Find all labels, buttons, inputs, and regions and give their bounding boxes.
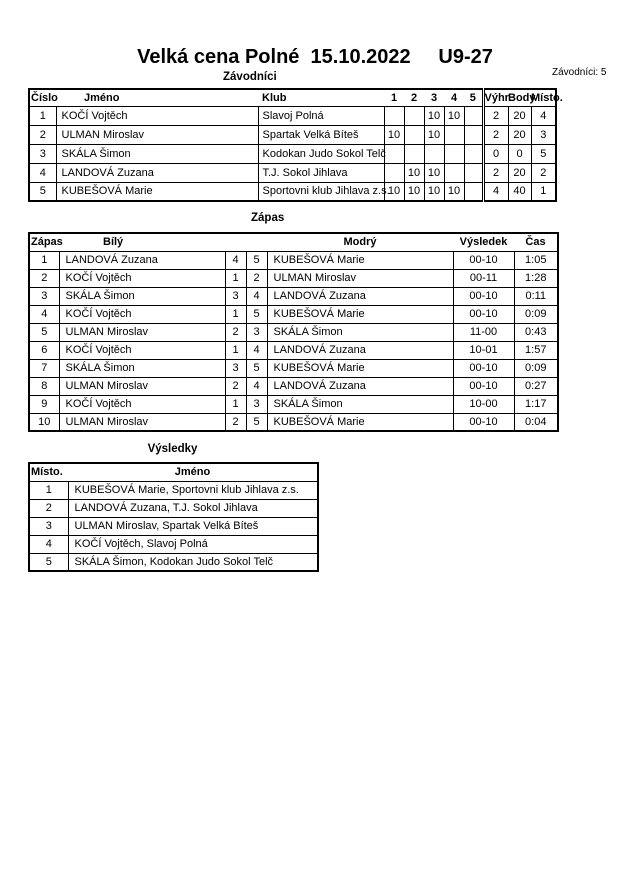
table-cell: 1 (531, 182, 556, 201)
section-title-competitors: Závodníci (223, 71, 277, 83)
table-cell: 00-10 (453, 359, 514, 377)
table-cell: 3 (531, 125, 556, 144)
column-header-round-4: 4 (444, 89, 464, 106)
column-header-name: Jméno (56, 89, 258, 106)
competitor-row (29, 125, 556, 144)
table-cell: 3 (29, 144, 56, 163)
table-cell: 2 (225, 323, 246, 341)
table-cell: 00-10 (453, 251, 514, 269)
table-cell (464, 182, 483, 201)
match-row (29, 251, 558, 269)
table-cell: 3 (29, 517, 68, 535)
column-header-club: Klub (258, 89, 384, 106)
match-row (29, 269, 558, 287)
column-header-blue: Modrý (267, 233, 453, 251)
table-cell: 0:04 (514, 413, 558, 431)
table-cell: 0:09 (514, 305, 558, 323)
table-cell: KUBEŠOVÁ Marie (56, 182, 258, 201)
table-cell: 4 (29, 163, 56, 182)
table-cell: KOČÍ Vojtěch (59, 305, 225, 323)
competitors-table (28, 88, 563, 202)
table-cell: 2 (246, 269, 267, 287)
page-title: Velká cena Polné 15.10.2022 U9-27 (137, 46, 493, 68)
table-cell (384, 163, 404, 182)
column-header-points: Body (508, 89, 531, 106)
table-cell (384, 106, 404, 125)
table-cell: 0 (508, 144, 531, 163)
column-header-white-number (225, 233, 246, 251)
table-cell: SKÁLA Šimon (267, 323, 453, 341)
table-cell (464, 163, 483, 182)
table-cell: 5 (531, 144, 556, 163)
table-cell: 4 (246, 341, 267, 359)
table-cell: LANDOVÁ Zuzana (267, 287, 453, 305)
table-cell: 5 (246, 359, 267, 377)
result-row (29, 481, 318, 499)
table-cell: 1 (29, 106, 56, 125)
table-cell: 3 (225, 287, 246, 305)
table-cell: 10 (424, 182, 444, 201)
result-row (29, 499, 318, 517)
table-cell: 2 (29, 125, 56, 144)
results-table (28, 462, 319, 572)
competitor-row (29, 163, 556, 182)
column-header-place: Místo. (29, 463, 68, 481)
column-header-time: Čas (514, 233, 558, 251)
table-cell: 2 (531, 163, 556, 182)
table-cell: 8 (29, 377, 59, 395)
match-row (29, 287, 558, 305)
table-cell: 1 (225, 305, 246, 323)
table-cell: ULMAN Miroslav (267, 269, 453, 287)
table-cell: KUBEŠOVÁ Marie (267, 305, 453, 323)
table-cell: 1 (225, 395, 246, 413)
table-cell: 2 (29, 499, 68, 517)
table-cell: 1:28 (514, 269, 558, 287)
table-cell: 40 (508, 182, 531, 201)
table-cell: 3 (246, 395, 267, 413)
table-cell: 10-01 (453, 341, 514, 359)
table-cell: 20 (508, 106, 531, 125)
table-cell: 5 (246, 413, 267, 431)
table-cell: 00-10 (453, 287, 514, 305)
table-cell: 10 (384, 182, 404, 201)
table-cell: 10 (29, 413, 59, 431)
table-cell: 1 (225, 341, 246, 359)
table-cell: LANDOVÁ Zuzana, T.J. Sokol Jihlava (68, 499, 318, 517)
table-cell: 1:17 (514, 395, 558, 413)
table-cell: SKÁLA Šimon (267, 395, 453, 413)
table-cell: 10-00 (453, 395, 514, 413)
table-cell: 2 (483, 125, 508, 144)
table-cell: 5 (29, 553, 68, 571)
table-cell: 10 (444, 182, 464, 201)
table-cell: Sportovni klub Jihlava z.s. (258, 182, 384, 201)
table-cell: T.J. Sokol Jihlava (258, 163, 384, 182)
table-cell: 10 (424, 125, 444, 144)
table-cell: KOČÍ Vojtěch (56, 106, 258, 125)
table-cell: KOČÍ Vojtěch (59, 395, 225, 413)
table-cell: 10 (404, 163, 424, 182)
table-cell: 10 (444, 106, 464, 125)
competitor-row (29, 182, 556, 201)
table-cell: 10 (424, 106, 444, 125)
table-cell (404, 106, 424, 125)
match-row (29, 413, 558, 431)
table-cell: 5 (29, 182, 56, 201)
table-header-row (29, 463, 318, 481)
match-row (29, 359, 558, 377)
table-cell: 0 (483, 144, 508, 163)
table-cell: 20 (508, 163, 531, 182)
competitor-row (29, 144, 556, 163)
table-cell (424, 144, 444, 163)
table-cell: 1:05 (514, 251, 558, 269)
table-cell: 4 (246, 287, 267, 305)
table-cell: 0:43 (514, 323, 558, 341)
table-cell (464, 125, 483, 144)
table-cell: 20 (508, 125, 531, 144)
table-cell: ULMAN Miroslav (59, 323, 225, 341)
column-header-round-2: 2 (404, 89, 424, 106)
table-cell: 4 (531, 106, 556, 125)
table-cell: 9 (29, 395, 59, 413)
table-cell: KUBEŠOVÁ Marie (267, 251, 453, 269)
table-cell (444, 125, 464, 144)
column-header-number: Číslo (29, 89, 56, 106)
competitors-count-label: Závodníci: 5 (552, 67, 607, 78)
table-cell: 7 (29, 359, 59, 377)
table-cell: ULMAN Miroslav (56, 125, 258, 144)
table-cell: Spartak Velká Bíteš (258, 125, 384, 144)
table-cell: 3 (29, 287, 59, 305)
table-cell: 4 (225, 251, 246, 269)
table-cell (404, 144, 424, 163)
match-row (29, 323, 558, 341)
table-cell (444, 163, 464, 182)
table-cell: 1 (225, 269, 246, 287)
table-cell: 4 (29, 535, 68, 553)
result-row (29, 553, 318, 571)
table-cell: 00-10 (453, 305, 514, 323)
table-cell: LANDOVÁ Zuzana (59, 251, 225, 269)
table-cell (384, 144, 404, 163)
table-cell: LANDOVÁ Zuzana (267, 377, 453, 395)
table-cell: 0:09 (514, 359, 558, 377)
table-cell: 4 (483, 182, 508, 201)
table-cell: KUBEŠOVÁ Marie (267, 413, 453, 431)
table-cell (444, 144, 464, 163)
match-row (29, 305, 558, 323)
table-cell: 2 (225, 377, 246, 395)
table-cell: LANDOVÁ Zuzana (56, 163, 258, 182)
table-cell: 2 (225, 413, 246, 431)
table-cell: 10 (424, 163, 444, 182)
table-cell: 10 (384, 125, 404, 144)
table-cell: SKÁLA Šimon, Kodokan Judo Sokol Telč (68, 553, 318, 571)
result-row (29, 517, 318, 535)
table-cell: KOČÍ Vojtěch (59, 341, 225, 359)
table-cell: 1 (29, 481, 68, 499)
column-header-round-5: 5 (464, 89, 483, 106)
table-cell: 0:27 (514, 377, 558, 395)
table-cell: SKÁLA Šimon (59, 359, 225, 377)
table-cell: 00-10 (453, 413, 514, 431)
match-row (29, 341, 558, 359)
table-cell: Kodokan Judo Sokol Telč (258, 144, 384, 163)
table-cell: 00-10 (453, 377, 514, 395)
table-cell: 1 (29, 251, 59, 269)
table-cell: 2 (483, 163, 508, 182)
column-header-blue-number (246, 233, 267, 251)
column-header-place: Místo. (531, 89, 556, 106)
table-cell: ULMAN Miroslav (59, 413, 225, 431)
matches-table (28, 232, 559, 432)
table-cell (404, 125, 424, 144)
table-cell: ULMAN Miroslav (59, 377, 225, 395)
table-cell: KUBEŠOVÁ Marie (267, 359, 453, 377)
column-header-match: Zápas (29, 233, 59, 251)
table-cell: 5 (29, 323, 59, 341)
table-cell: LANDOVÁ Zuzana (267, 341, 453, 359)
table-cell: SKÁLA Šimon (59, 287, 225, 305)
match-row (29, 395, 558, 413)
table-cell: 2 (29, 269, 59, 287)
table-cell: 4 (246, 377, 267, 395)
table-header-row (29, 89, 556, 106)
table-cell: KOČÍ Vojtěch, Slavoj Polná (68, 535, 318, 553)
column-header-round-3: 3 (424, 89, 444, 106)
table-cell: 2 (483, 106, 508, 125)
table-cell (464, 106, 483, 125)
table-cell: 4 (29, 305, 59, 323)
table-cell: SKÁLA Šimon (56, 144, 258, 163)
table-cell: KUBEŠOVÁ Marie, Sportovni klub Jihlava z.s. (68, 481, 318, 499)
table-cell: 11-00 (453, 323, 514, 341)
section-title-matches: Zápas (251, 212, 285, 224)
match-row (29, 377, 558, 395)
table-cell: 0:11 (514, 287, 558, 305)
column-header-round-1: 1 (384, 89, 404, 106)
result-row (29, 535, 318, 553)
column-header-name: Jméno (68, 463, 318, 481)
table-cell: 6 (29, 341, 59, 359)
column-header-result: Výsledek (453, 233, 514, 251)
table-cell: 5 (246, 251, 267, 269)
table-header-row (29, 233, 558, 251)
table-cell: 5 (246, 305, 267, 323)
table-cell (464, 144, 483, 163)
table-cell: 3 (246, 323, 267, 341)
section-title-results: Výsledky (147, 443, 198, 455)
table-cell: 10 (404, 182, 424, 201)
table-cell: 3 (225, 359, 246, 377)
competitor-row (29, 106, 556, 125)
table-cell: 00-11 (453, 269, 514, 287)
column-header-white: Bílý (59, 233, 225, 251)
column-header-wins: Výhr. (483, 89, 508, 106)
table-cell: Slavoj Polná (258, 106, 384, 125)
table-cell: ULMAN Miroslav, Spartak Velká Bíteš (68, 517, 318, 535)
table-cell: KOČÍ Vojtěch (59, 269, 225, 287)
table-cell: 1:57 (514, 341, 558, 359)
